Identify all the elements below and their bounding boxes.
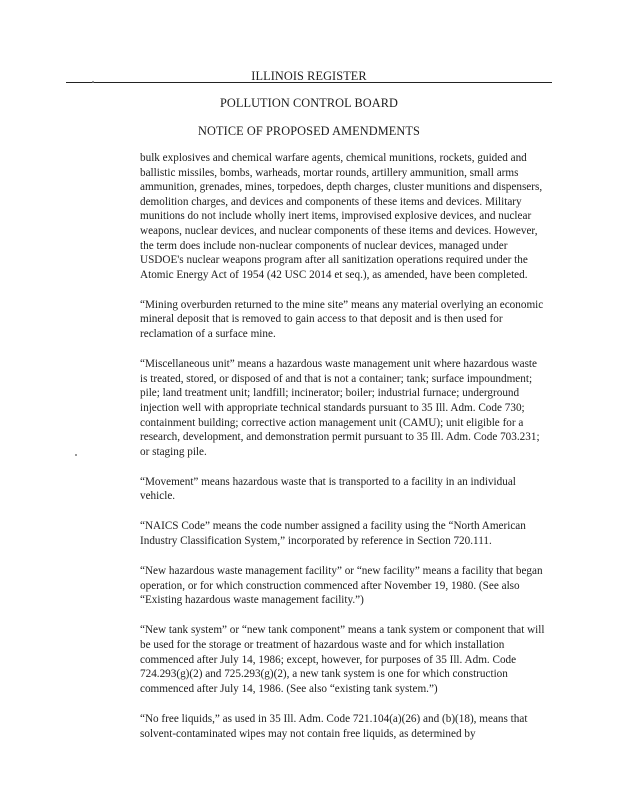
paragraph-movement: “Movement” means hazardous waste that is transported to a facility in an individual vehicle.	[140, 475, 516, 503]
paragraph-new-facility: “New hazardous waste management facility” or “new facility” means a facility that began operation, or for which construction commenced after November 19, 1980. (See also “Existing hazardous waste management facility.”)	[140, 565, 543, 607]
paragraph-no-free-liquids: “No free liquids,” as used in 35 Ill. Adm. Code 721.104(a)(26) and (b)(18), means that solvent-contaminated wipes may not contain free liquids, as determined by	[140, 712, 528, 740]
register-title: ILLINOIS REGISTER	[251, 69, 367, 83]
paragraph-mining-overburden: “Mining overburden returned to the mine site” means any material overlying an economic mineral deposit that is removed to gain access to that deposit and is then used for reclamation of a surface mine.	[140, 298, 544, 341]
notice-title: NOTICE OF PROPOSED AMENDMENTS	[198, 124, 420, 138]
paragraph-new-tank-system: “New tank system” or “new tank component” means a tank system or component that will be used for the storage or treatment of hazardous waste and for which installation commenced after July 14, 1986; except, however, for purposes of 35 Ill. Adm. Code 724.293(g)(2) and 725.293(g)(2), a new tank system is one for which construction commenced after July 14, 1986. (See also “existing tank system.”)	[140, 624, 545, 695]
paragraph-miscellaneous-unit: “Miscellaneous unit” means a hazardous waste management unit where hazardous waste is treated, stored, or disposed of and that is not a container; tank; surface impoundment; pile; land treatment unit; landfill; incinerator; boiler; industrial furnace; underground injection well with appropriate technical standards pursuant to 35 Ill. Adm. Code 730; containment building; corrective action management unit (CAMU); unit eligible for a research, development, and demonstration permit pursuant to 35 Ill. Adm. Code 703.231; or staging pile.	[140, 358, 540, 458]
document-body	[140, 151, 545, 757]
scan-speck	[75, 454, 77, 456]
paragraph-military-munitions: bulk explosives and chemical warfare agents, chemical munitions, rockets, guided and ballistic missiles, bombs, warheads, mortar rounds, artillery ammunition, small arms ammunition, grenades, mines, torpedoes, depth charges, cluster munitions and dispensers, demolition charges, and devices and components of these items and devices. Military munitions do not include wholly inert items, improvised explosive devices, and nuclear weapons, nuclear devices, and nuclear components of these items and devices. However, the term does include non-nuclear components of nuclear devices, managed under USDOE's nuclear weapons program after all sanitization operations required under the Atomic Energy Act of 1954 (42 USC 2014 et seq.), as amended, have been completed.	[140, 152, 543, 281]
paragraph-naics-code: “NAICS Code” means the code number assigned a facility using the “North American Industry Classification System,” incorporated by reference in Section 720.111.	[140, 520, 526, 548]
board-title: POLLUTION CONTROL BOARD	[219, 96, 399, 110]
